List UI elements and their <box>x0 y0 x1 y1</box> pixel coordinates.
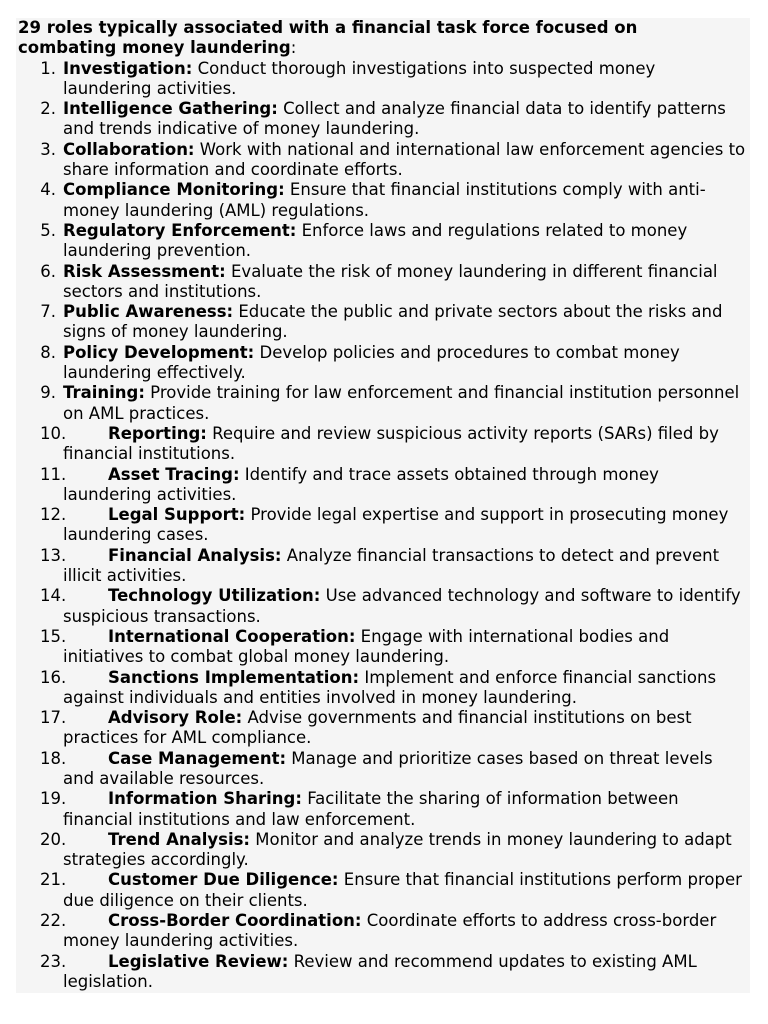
roles-list <box>16 59 750 993</box>
list-item-number: 8. <box>40 342 56 362</box>
list-item <box>16 505 750 546</box>
role-description: Facilitate the sharing of information between financial institutions and law enforcement. <box>63 789 679 829</box>
role-description: Collect and analyze financial data to identify patterns and trends indicative of money laundering. <box>63 99 726 139</box>
role-description: Engage with international bodies and initiatives to combat global money laundering. <box>63 626 670 667</box>
list-item <box>16 911 750 952</box>
list-item-number: 18. <box>40 748 67 768</box>
role-name: Customer Due Diligence: <box>108 870 339 890</box>
role-description: Provide training for law enforcement and financial institution personnel on AML practices. <box>63 383 740 423</box>
role-name: Compliance Monitoring: <box>63 180 285 200</box>
role-name: Risk Assessment: <box>63 261 226 281</box>
list-item <box>16 668 750 709</box>
list-item <box>16 708 750 749</box>
list-item <box>16 302 750 343</box>
list-item-number: 16. <box>40 667 67 687</box>
role-description: Enforce laws and regulations related to money laundering prevention. <box>63 220 688 261</box>
role-name: Information Sharing: <box>108 789 302 809</box>
list-item <box>16 789 750 830</box>
list-item-number: 1. <box>40 58 56 78</box>
list-item <box>16 262 750 303</box>
role-description: Work with national and international law enforcement agencies to share information and coordinate efforts. <box>63 139 746 180</box>
role-description: Coordinate efforts to address cross-border money laundering activities. <box>63 911 717 951</box>
list-item <box>16 424 750 465</box>
role-name: Training: <box>63 383 145 403</box>
role-description: Manage and prioritize cases based on threat levels and available resources. <box>63 748 713 788</box>
role-description: Ensure that financial institutions perform proper due diligence on their clients. <box>63 870 742 910</box>
role-name: Case Management: <box>108 748 287 768</box>
role-name: Trend Analysis: <box>108 829 251 849</box>
document-page <box>16 18 750 993</box>
list-item-number: 2. <box>40 99 56 119</box>
role-name: Policy Development: <box>63 342 255 362</box>
role-name: Legal Support: <box>108 505 246 525</box>
list-item <box>16 546 750 587</box>
role-name: Cross-Border Coordination: <box>108 911 362 931</box>
list-item <box>16 140 750 181</box>
role-description: Identify and trace assets obtained through money laundering activities. <box>63 464 659 504</box>
list-item-number: 5. <box>40 220 56 240</box>
list-item-number: 4. <box>40 180 56 200</box>
role-name: Advisory Role: <box>108 708 243 728</box>
role-name: Sanctions Implementation: <box>108 667 360 687</box>
list-item-number: 21. <box>40 870 67 890</box>
list-item <box>16 870 750 911</box>
role-description: Conduct thorough investigations into suspected money laundering activities. <box>63 58 656 98</box>
role-name: Public Awareness: <box>63 302 234 322</box>
list-item <box>16 343 750 384</box>
role-name: Reporting: <box>108 423 207 443</box>
list-item <box>16 465 750 506</box>
list-item <box>16 59 750 100</box>
list-item-number: 6. <box>40 261 56 281</box>
list-item-number: 3. <box>40 139 56 159</box>
role-description: Provide legal expertise and support in prosecuting money laundering cases. <box>63 505 729 545</box>
list-item <box>16 952 750 993</box>
role-name: Collaboration: <box>63 139 195 159</box>
list-item <box>16 180 750 221</box>
role-description: Use advanced technology and software to identify suspicious transactions. <box>63 586 741 626</box>
list-item-number: 10. <box>40 423 67 443</box>
list-item-number: 14. <box>40 586 67 606</box>
role-name: International Cooperation: <box>108 626 356 646</box>
role-description: Require and review suspicious activity reports (SARs) filed by financial institutions. <box>63 423 719 464</box>
role-description: Analyze financial transactions to detect and prevent illicit activities. <box>63 545 720 586</box>
list-item-number: 7. <box>40 302 56 322</box>
document-heading <box>18 18 738 59</box>
list-item <box>16 627 750 668</box>
role-name: Investigation: <box>63 58 193 78</box>
role-description: Ensure that financial institutions comply with anti-money laundering (AML) regulations. <box>63 180 706 220</box>
list-item <box>16 586 750 627</box>
role-name: Technology Utilization: <box>108 586 321 606</box>
role-description: Advise governments and financial institutions on best practices for AML compliance. <box>63 708 692 748</box>
document-title: 29 roles typically associated with a financial task force focused on combating money laundering <box>18 18 638 58</box>
role-name: Regulatory Enforcement: <box>63 220 297 240</box>
role-description: Implement and enforce financial sanctions against individuals and entities involved in money laundering. <box>63 667 717 707</box>
list-item-number: 13. <box>40 545 67 565</box>
document-title-suffix: : <box>290 38 297 58</box>
list-item <box>16 830 750 871</box>
list-item <box>16 99 750 140</box>
list-item-number: 15. <box>40 626 67 646</box>
role-description: Educate the public and private sectors about the risks and signs of money laundering. <box>63 302 723 342</box>
list-item <box>16 221 750 262</box>
list-item-number: 19. <box>40 789 67 809</box>
list-item-number: 17. <box>40 708 67 728</box>
list-item-number: 20. <box>40 829 67 849</box>
list-item-number: 22. <box>40 911 67 931</box>
role-description: Develop policies and procedures to combat money laundering effectively. <box>63 342 680 383</box>
list-item-number: 23. <box>40 951 67 971</box>
list-item-number: 9. <box>40 383 56 403</box>
list-item-number: 11. <box>40 464 67 484</box>
role-description: Monitor and analyze trends in money laundering to adapt strategies accordingly. <box>63 829 732 870</box>
list-item-number: 12. <box>40 505 67 525</box>
list-item <box>16 383 750 424</box>
role-name: Intelligence Gathering: <box>63 99 278 119</box>
role-name: Legislative Review: <box>108 951 289 971</box>
list-item <box>16 749 750 790</box>
role-name: Asset Tracing: <box>108 464 240 484</box>
role-description: Review and recommend updates to existing AML legislation. <box>63 951 697 991</box>
role-description: Evaluate the risk of money laundering in different financial sectors and institutions. <box>63 261 718 301</box>
role-name: Financial Analysis: <box>108 545 282 565</box>
